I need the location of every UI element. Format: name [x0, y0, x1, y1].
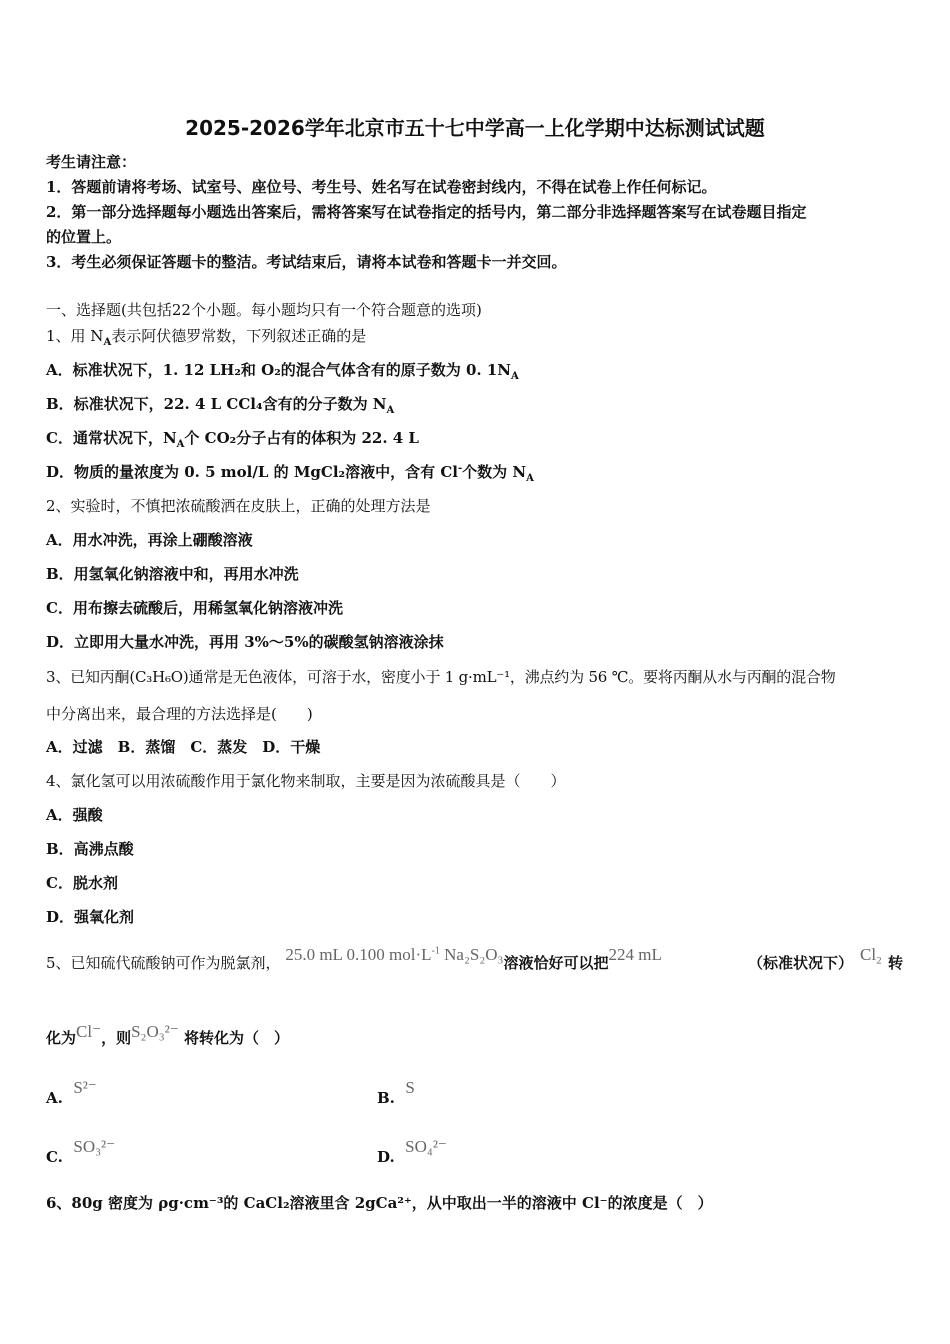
formula-chloride: Cl⁻ — [76, 1022, 102, 1041]
section-heading: 一、选择题(共包括22个小题。每小题均只有一个符合题意的选项) — [46, 301, 482, 319]
question-5-stem-line-1: 5、已知硫代硫酸钠可作为脱氯剂， 25.0 mL 0.100 $mol\cdot L^{-1}$ Na₂S₂O₃溶液恰好可以把224 mL — [46, 945, 662, 972]
notice-item-3: 3．考生必须保证答题卡的整洁。考试结束后，请将本试卷和答题卡一并交回。 — [46, 253, 567, 271]
question-5-condition: （标准状况下） — [748, 954, 854, 972]
formula-volume: 224 mL — [608, 945, 662, 964]
question-5-stem-end: 转 — [888, 954, 904, 972]
question-2-option-d: D．立即用大量水冲洗，再用 3%～5%的碳酸氢钠溶液涂抹 — [46, 633, 444, 651]
notice-heading: 考生请注意： — [46, 153, 137, 171]
formula-chlorine: Cl₂ — [860, 945, 882, 964]
question-4-option-b: B．高沸点酸 — [46, 840, 134, 858]
question-5-stem-line-2: 化为Cl⁻，则S₂O₃²⁻ 将转化为（ ） — [46, 1022, 289, 1047]
question-2-stem: 2、实验时，不慎把浓硫酸洒在皮肤上，正确的处理方法是 — [46, 497, 431, 515]
formula-thiosulfate: S₂O₃²⁻ — [131, 1022, 179, 1041]
question-3-stem-line-1: 3、已知丙酮(C₃H₆O)通常是无色液体，可溶于水，密度小于 1 g·mL⁻¹，沸点约为 56 ℃。要将丙酮从水与丙酮的混合物 — [46, 668, 836, 686]
question-3-options: A．过滤 B．蒸馏 C．蒸发 D．干燥 — [46, 738, 321, 756]
question-4-option-c: C．脱水剂 — [46, 874, 118, 892]
question-2-option-b: B．用氢氧化钠溶液中和，再用水冲洗 — [46, 565, 299, 583]
question-1-option-d: D．物质的量浓度为 0. 5 mol/L 的 MgCl₂溶液中，含有 Cl-个数为 $N_A$ — [46, 463, 534, 484]
question-2-option-c: C．用布擦去硫酸后，用稀氢氧化钠溶液冲洗 — [46, 599, 343, 617]
notice-item-2b: 的位置上。 — [46, 228, 122, 246]
question-1-stem: 1、用 $N_A$表示阿伏德罗常数，下列叙述正确的是 — [46, 327, 367, 348]
question-5-option-d: D. SO₄²⁻ — [377, 1137, 447, 1166]
question-1-option-b: B．标准状况下，22. 4 L CCl₄含有的分子数为 $N_A$ — [46, 395, 395, 416]
question-4-option-a: A．强酸 — [46, 806, 103, 824]
notice-item-2a: 2．第一部分选择题每小题选出答案后，需将答案写在试卷指定的括号内，第二部分非选择题答案写在试卷题目指定 — [46, 203, 807, 221]
question-4-stem: 4、氯化氢可以用浓硫酸作用于氯化物来制取，主要是因为浓硫酸具是（ ） — [46, 772, 566, 790]
notice-item-1: 1．答题前请将考场、试室号、座位号、考生号、姓名写在试卷密封线内，不得在试卷上作任何标记。 — [46, 178, 717, 196]
question-4-option-d: D．强氧化剂 — [46, 908, 135, 926]
question-6-stem: 6、80g 密度为 ρg·cm⁻³的 CaCl₂溶液里含 2gCa²⁺，从中取出一半的溶液中 Cl⁻的浓度是（ ） — [46, 1194, 713, 1212]
question-1-option-c: C．通常状况下，$N_A$个 CO₂分子占有的体积为 22. 4 L — [46, 429, 419, 450]
question-3-stem-line-2: 中分离出来，最合理的方法选择是( ) — [46, 705, 313, 723]
question-5-option-a: A. S²⁻ — [46, 1078, 97, 1107]
question-5-option-c: C. SO₃²⁻ — [46, 1137, 116, 1166]
question-5-option-b: B. S — [377, 1078, 415, 1107]
question-1-option-a: A．标准状况下，1. 12 LH₂和 O₂的混合气体含有的原子数为 0. $1N_A$ — [46, 361, 519, 382]
formula-solution: 25.0 mL 0.100 $mol\cdot L^{-1}$ Na₂S₂O₃ — [285, 945, 504, 964]
question-2-option-a: A．用水冲洗，再涂上硼酸溶液 — [46, 531, 253, 549]
page-title: 2025-2026学年北京市五十七中学高一上化学期中达标测试试题 — [185, 116, 765, 140]
